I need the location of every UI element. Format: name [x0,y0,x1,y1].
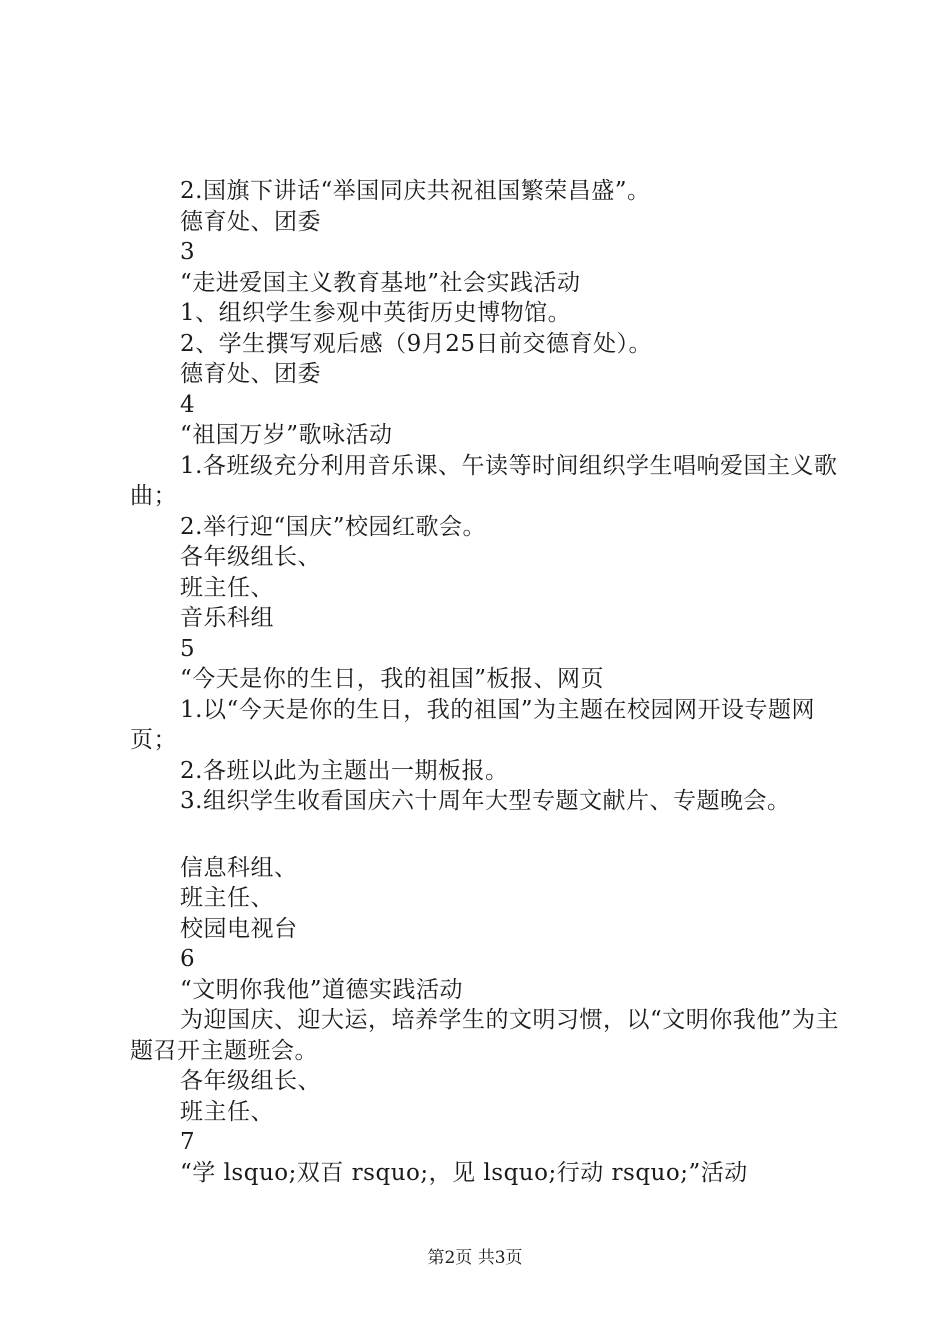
text-paragraph: 为迎国庆、迎大运，培养学生的文明习惯，以“文明你我他”为主题召开主题班会。 [130,1007,840,1064]
text-line: 音乐科组 [180,605,274,631]
text-line: 2.国旗下讲话“举国同庆共祝祖国繁荣昌盛”。 [180,178,651,204]
text-line: 德育处、团委 [180,208,321,235]
text-line: 3.组织学生收看国庆六十周年大型专题文献片、专题晚会。 [180,788,791,814]
text-line: 2、学生撰写观后感（9月25日前交德育处）。 [180,330,653,357]
text-line: “文明你我他”道德实践活动 [180,976,464,1003]
text-line: 6 [180,946,196,972]
text-line: 班主任、 [180,885,274,911]
text-line: “走进爱国主义教育基地”社会实践活动 [180,269,581,296]
text-line: 4 [180,391,196,418]
text-line: “今天是你的生日，我的祖国”板报、网页 [180,666,605,692]
text-line: “祖国万岁”歌咏活动 [180,422,393,448]
page-number-footer: 第2页 共3页 [427,1248,523,1268]
text-line: 德育处、团委 [180,361,321,387]
text-line: 2.举行迎“国庆”校园红歌会。 [180,513,486,540]
text-line: 7 [180,1129,196,1155]
text-paragraph: 1.以“今天是你的生日，我的祖国”为主题在校园网开设专题网页； [130,696,815,753]
text-line: “学 lsquo;双百 rsquo;，见 lsquo;行动 rsquo;”活动 [180,1159,748,1186]
text-line: 3 [180,239,196,265]
text-paragraph: 1.各班级充分利用音乐课、午读等时间组织学生唱响爱国主义歌曲； [130,452,838,509]
document-body [130,176,850,1188]
text-line: 信息科组、 [180,854,298,881]
text-line: 1、组织学生参观中英街历史博物馆。 [180,300,572,326]
text-line: 2.各班以此为主题出一期板报。 [180,757,509,784]
text-line: 校园电视台 [180,915,298,942]
blank-line [130,817,850,853]
text-line: 班主任、 [180,574,274,601]
text-line: 5 [180,635,196,662]
text-line: 各年级组长、 [180,1068,321,1094]
text-line: 各年级组长、 [180,544,321,570]
text-line: 班主任、 [180,1098,274,1125]
